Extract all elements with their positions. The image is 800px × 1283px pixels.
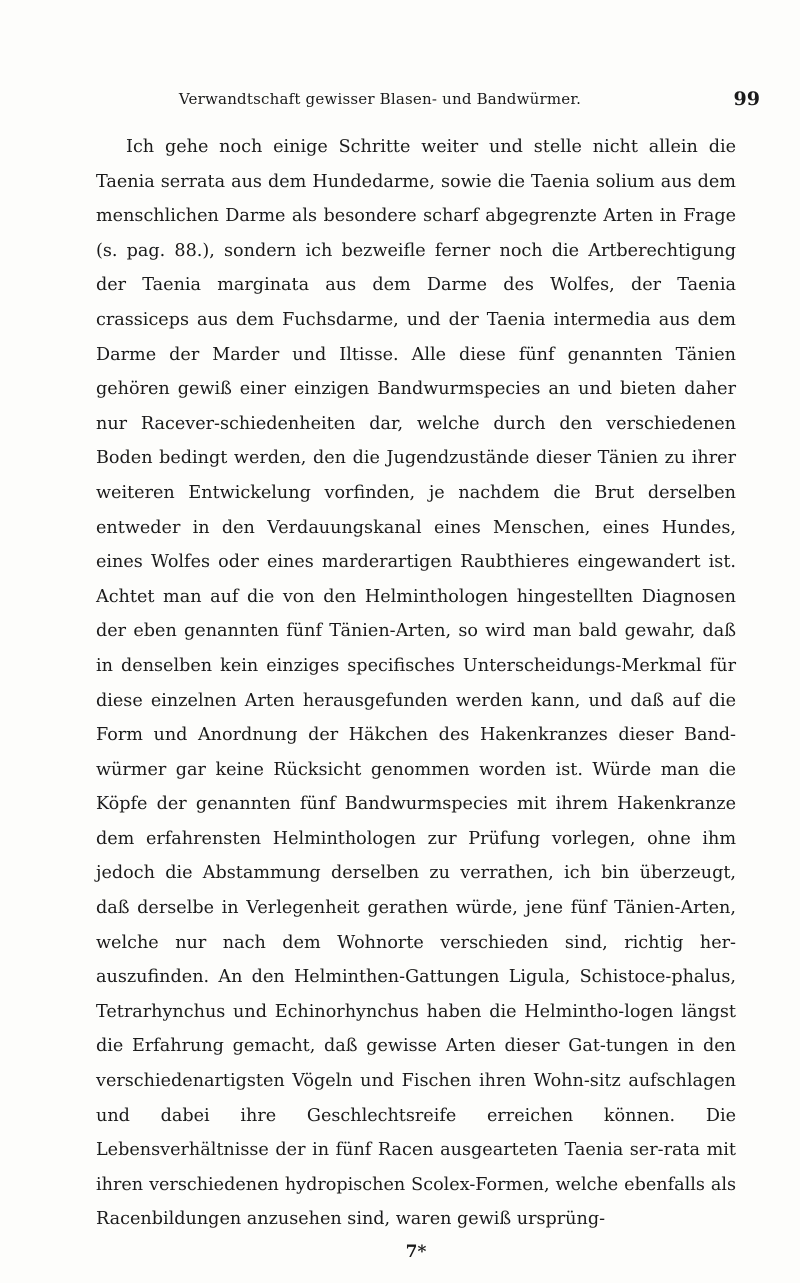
page-number: 99	[733, 88, 760, 110]
running-title: Verwandtschaft gewisser Blasen- und Bandwürmer.	[178, 90, 582, 108]
running-header	[60, 86, 760, 112]
signature-mark: 7*	[405, 1242, 427, 1262]
body-paragraph: Ich gehe noch einige Schritte weiter und stelle nicht allein die Taenia serrata aus dem Hundedarme, sowie die Taenia solium aus dem menschlichen Darme als besondere scharf abgegrenzte Arten in Frage (s. pag. 88.), sondern ich bezweifle ferner noch die Artberechtigung der Taenia marginata aus dem Darme des Wolfes, der Taenia crassiceps aus dem Fuchsdarme, und der Taenia intermedia aus dem Darme der Marder und Iltisse. Alle diese fünf genannten Tänien gehören gewiß einer einzigen Bandwurmspecies an und bieten daher nur Racever-schiedenheiten dar, welche durch den verschiedenen Boden bedingt werden, den die Jugendzustände dieser Tänien zu ihrer weiteren Entwickelung vorfinden, je nachdem die Brut derselben entweder in den Verdauungskanal eines Menschen, eines Hundes, eines Wolfes oder eines marderartigen Raubthieres eingewandert ist. Achtet man auf die von den Helminthologen hingestellten Diagnosen der eben genannten fünf Tänien-Arten, so wird man bald gewahr, daß in denselben kein einziges specifisches Unterscheidungs-Merkmal für diese einzelnen Arten herausgefunden werden kann, und daß auf die Form und Anordnung der Häkchen des Hakenkranzes dieser Band-würmer gar keine Rücksicht genommen worden ist. Würde man die Köpfe der genannten fünf Bandwurmspecies mit ihrem Hakenkranze dem erfahrensten Helminthologen zur Prüfung vorlegen, ohne ihm jedoch die Abstammung derselben zu verrathen, ich bin überzeugt, daß derselbe in Verlegenheit gerathen würde, jene fünf Tänien-Arten, welche nur nach dem Wohnorte verschieden sind, richtig her-auszufinden. An den Helminthen-Gattungen Ligula, Schistoce-phalus, Tetrarhynchus und Echinorhynchus haben die Helmintho-logen längst die Erfahrung gemacht, daß gewisse Arten dieser Gat-tungen in den verschiedenartigsten Vögeln und Fischen ihren Wohn-sitz aufschlagen und dabei ihre Geschlechtsreife erreichen können. Die Lebensverhältnisse der in fünf Racen ausgearteten Taenia ser-rata mit ihren verschiedenen hydropischen Scolex-Formen, welche ebenfalls als Racenbildungen anzusehen sind, waren gewiß ursprüng-	[96, 137, 736, 1230]
